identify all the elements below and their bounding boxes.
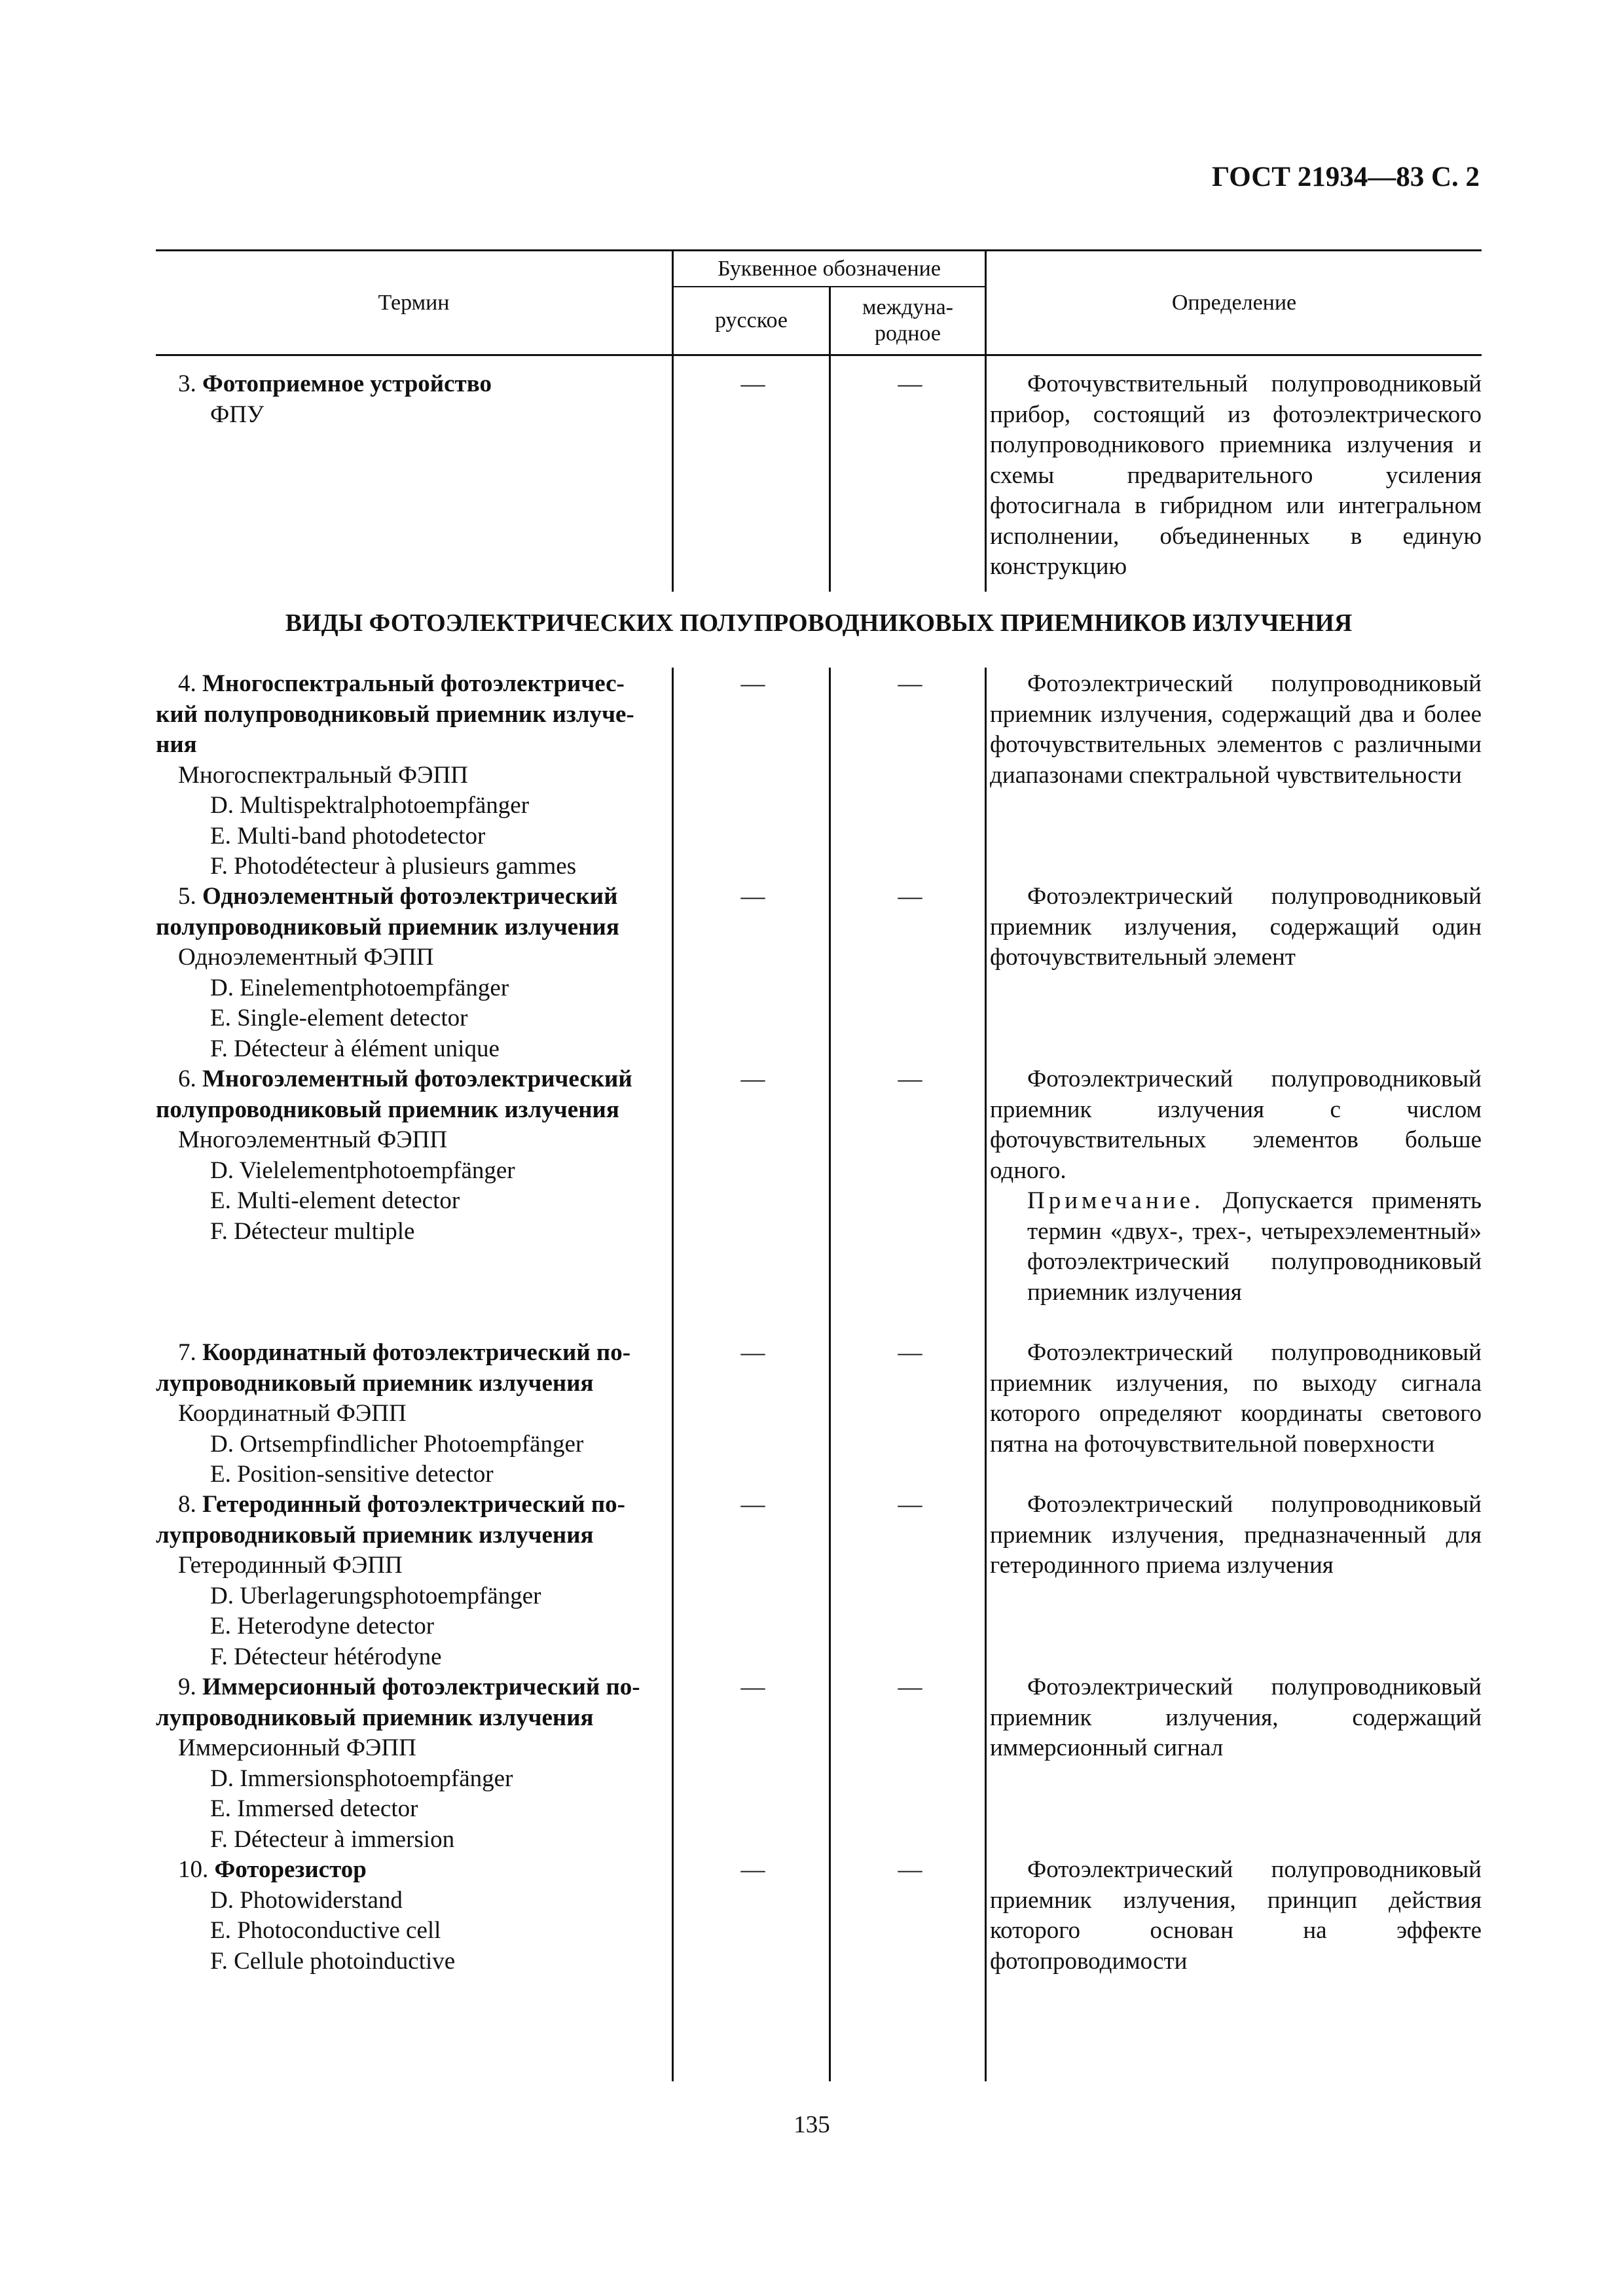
term-line: Координатный фотоэлектрический по- — [202, 1339, 631, 1366]
term-number: 7. — [178, 1339, 196, 1366]
term-english: E. Photoconductive cell — [210, 1917, 441, 1944]
term-french: F. Détecteur à immersion — [210, 1825, 455, 1853]
definition-text: Фотоэлектрический полупроводниковый приемник излучения, по выходу сигнала которого определяют координаты светового пятна на фоточувствительной поверхности — [990, 1339, 1482, 1458]
international-designation: — — [898, 370, 922, 397]
term-number: 5. — [178, 883, 196, 910]
international-designation: — — [898, 1674, 922, 1700]
note-text: Допускается применять термин «двух-, трех-, четырехэлементный» фотоэлектрический полупроводниковый приемник излучения — [1027, 1187, 1482, 1306]
term-entry — [156, 1064, 665, 1247]
header-international-line2: родное — [874, 321, 941, 346]
term-english: E. Immersed detector — [210, 1795, 418, 1822]
term-german: D. Immersionsphotoempfänger — [210, 1765, 513, 1792]
header-definition: Определение — [1171, 290, 1297, 315]
term-french: F. Photodétecteur à plusieurs gammes — [210, 853, 577, 880]
note-label: Примечание. — [1027, 1187, 1205, 1214]
term-german: D. Photowiderstand — [210, 1886, 403, 1914]
term-number: 8. — [178, 1491, 196, 1518]
term-number: 6. — [178, 1066, 196, 1092]
term-title — [156, 669, 665, 700]
term-line: Фотоприемное устройство — [202, 370, 492, 397]
header-international — [831, 287, 985, 354]
term-title-continued — [156, 1703, 665, 1734]
term-title-continued — [156, 1520, 665, 1551]
term-line: Иммерсионный фотоэлектрический по- — [202, 1674, 640, 1700]
term-title — [156, 369, 665, 400]
term-definition — [990, 669, 1482, 791]
term-line: полупроводниковый приемник излучения — [156, 913, 619, 941]
term-title-continued — [156, 700, 665, 730]
term-english: E. Position-sensitive detector — [210, 1461, 494, 1488]
international-designation: — — [898, 1339, 922, 1366]
term-title — [156, 882, 665, 912]
term-abbreviation: Одноэлементный ФЭПП — [178, 944, 434, 971]
header-term: Термин — [378, 290, 450, 315]
term-abbreviation: Многоэлементный ФЭПП — [178, 1126, 448, 1153]
international-designation: — — [898, 883, 922, 910]
russian-designation: — — [740, 1339, 765, 1366]
term-line: ния — [156, 731, 197, 758]
term-line: Одноэлементный фотоэлектрический — [202, 883, 618, 910]
russian-designation: — — [740, 1491, 765, 1518]
definition-text: Фотоэлектрический полупроводниковый приемник излучения, содержащий иммерсионный сигнал — [990, 1674, 1482, 1761]
term-entry — [156, 669, 665, 882]
page-number: 135 — [793, 2111, 830, 2138]
term-title-continued — [156, 1369, 665, 1399]
term-title — [156, 1064, 665, 1095]
term-definition — [990, 1064, 1482, 1308]
russian-designation: — — [740, 1674, 765, 1700]
term-abbreviation: Гетеродинный ФЭПП — [178, 1552, 403, 1579]
russian-designation: — — [740, 670, 765, 697]
header-designation: Буквенное обозначение — [718, 256, 941, 281]
term-definition — [990, 1490, 1482, 1581]
term-abbreviation: Иммерсионный ФЭПП — [178, 1734, 416, 1761]
term-number: 3. — [178, 370, 196, 397]
term-line: лупроводниковый приемник излучения — [156, 1521, 594, 1549]
header-international-line1: междуна- — [862, 295, 953, 319]
term-german: D. Ortsempfindlicher Photoempfänger — [210, 1430, 584, 1458]
term-number: 4. — [178, 670, 196, 697]
column-rule-2-lower — [829, 668, 831, 2081]
term-german: D. Vielelementphotoempfänger — [210, 1157, 515, 1184]
term-definition — [990, 1672, 1482, 1764]
term-definition — [990, 882, 1482, 973]
term-english: E. Multi-band photodetector — [210, 822, 486, 850]
header-russian: русское — [714, 308, 788, 332]
term-french: F. Détecteur hétérodyne — [210, 1643, 442, 1670]
term-french: F. Détecteur multiple — [210, 1217, 415, 1245]
section-heading: ВИДЫ ФОТОЭЛЕКТРИЧЕСКИХ ПОЛУПРОВОДНИКОВЫХ ПРИЕМНИКОВ ИЗЛУЧЕНИЯ — [285, 609, 1353, 637]
term-german: D. Einelementphotoempfänger — [210, 974, 509, 1001]
term-entry — [156, 369, 665, 430]
term-german: D. Multispektralphotoempfänger — [210, 792, 530, 819]
term-number: 10. — [178, 1856, 209, 1883]
term-line: Многоспектральный фотоэлектричес- — [202, 670, 625, 697]
russian-designation: — — [740, 1066, 765, 1092]
column-rule-3-lower — [985, 668, 987, 2081]
term-line: Фоторезистор — [214, 1856, 367, 1883]
term-line: полупроводниковый приемник излучения — [156, 1096, 619, 1123]
term-title — [156, 1338, 665, 1369]
international-designation: — — [898, 1066, 922, 1092]
term-title-continued — [156, 912, 665, 943]
definition-text: Фотоэлектрический полупроводниковый приемник излучения, предназначенный для гетеродинного приема излучения — [990, 1491, 1482, 1579]
term-title — [156, 1672, 665, 1703]
international-designation: — — [898, 1491, 922, 1518]
definition-text: Фотоэлектрический полупроводниковый приемник излучения с числом фоточувствительных элементов больше одного. — [990, 1066, 1482, 1184]
term-abbreviation: ФПУ — [210, 401, 264, 428]
definition-text: Фотоэлектрический полупроводниковый приемник излучения, принцип действия которого основан на эффекте фотопроводимости — [990, 1856, 1482, 1975]
term-entry — [156, 1855, 665, 1977]
term-line: Многоэлементный фотоэлектрический — [202, 1066, 632, 1092]
international-designation: — — [898, 1856, 922, 1883]
term-line: лупроводниковый приемник излучения — [156, 1369, 594, 1397]
term-line: лупроводниковый приемник излучения — [156, 1704, 594, 1731]
term-french: F. Cellule photoinductive — [210, 1947, 456, 1975]
term-line: Гетеродинный фотоэлектрический по- — [202, 1491, 625, 1518]
term-entry — [156, 1338, 665, 1490]
term-definition — [990, 369, 1482, 583]
russian-designation: — — [740, 883, 765, 910]
russian-designation: — — [740, 370, 765, 397]
international-designation: — — [898, 670, 922, 697]
term-line: кий полупроводниковый приемник излуче- — [156, 700, 634, 728]
header-bottom-rule — [156, 354, 1482, 356]
definition-note — [990, 1186, 1482, 1308]
definition-text: Фотоэлектрический полупроводниковый приемник излучения, содержащий один фоточувствительный элемент — [990, 883, 1482, 971]
term-title — [156, 1855, 665, 1886]
term-abbreviation: Координатный ФЭПП — [178, 1400, 407, 1427]
term-number: 9. — [178, 1674, 196, 1700]
term-abbreviation: Многоспектральный ФЭПП — [178, 761, 469, 789]
term-entry — [156, 1672, 665, 1855]
term-entry — [156, 882, 665, 1064]
term-title — [156, 1490, 665, 1520]
term-entry — [156, 1490, 665, 1672]
page-header: ГОСТ 21934—83 С. 2 — [1211, 162, 1480, 192]
definition-text: Фотоэлектрический полупроводниковый приемник излучения, содержащий два и более фоточувствительных элементов с различными диапазонами спектральной чувствительности — [990, 670, 1482, 789]
column-rule-1-lower — [672, 668, 674, 2081]
term-definition — [990, 1855, 1482, 1977]
definition-text: Фоточувствительный полупроводниковый прибор, состоящий из фотоэлектрического полупроводникового приемника излучения и схемы предварительного усиления фотосигнала в гибридном или интегральном исполнении, объединенных в единую конструкцию — [990, 370, 1482, 580]
term-german: D. Uberlagerungsphotoempfänger — [210, 1582, 541, 1609]
term-title-continued — [156, 730, 665, 761]
russian-designation: — — [740, 1856, 765, 1883]
term-english: E. Multi-element detector — [210, 1187, 460, 1214]
term-title-continued — [156, 1095, 665, 1126]
term-english: E. Single-element detector — [210, 1005, 468, 1031]
term-english: E. Heterodyne detector — [210, 1613, 435, 1640]
term-french: F. Détecteur à élément unique — [210, 1035, 500, 1062]
term-definition — [990, 1338, 1482, 1460]
